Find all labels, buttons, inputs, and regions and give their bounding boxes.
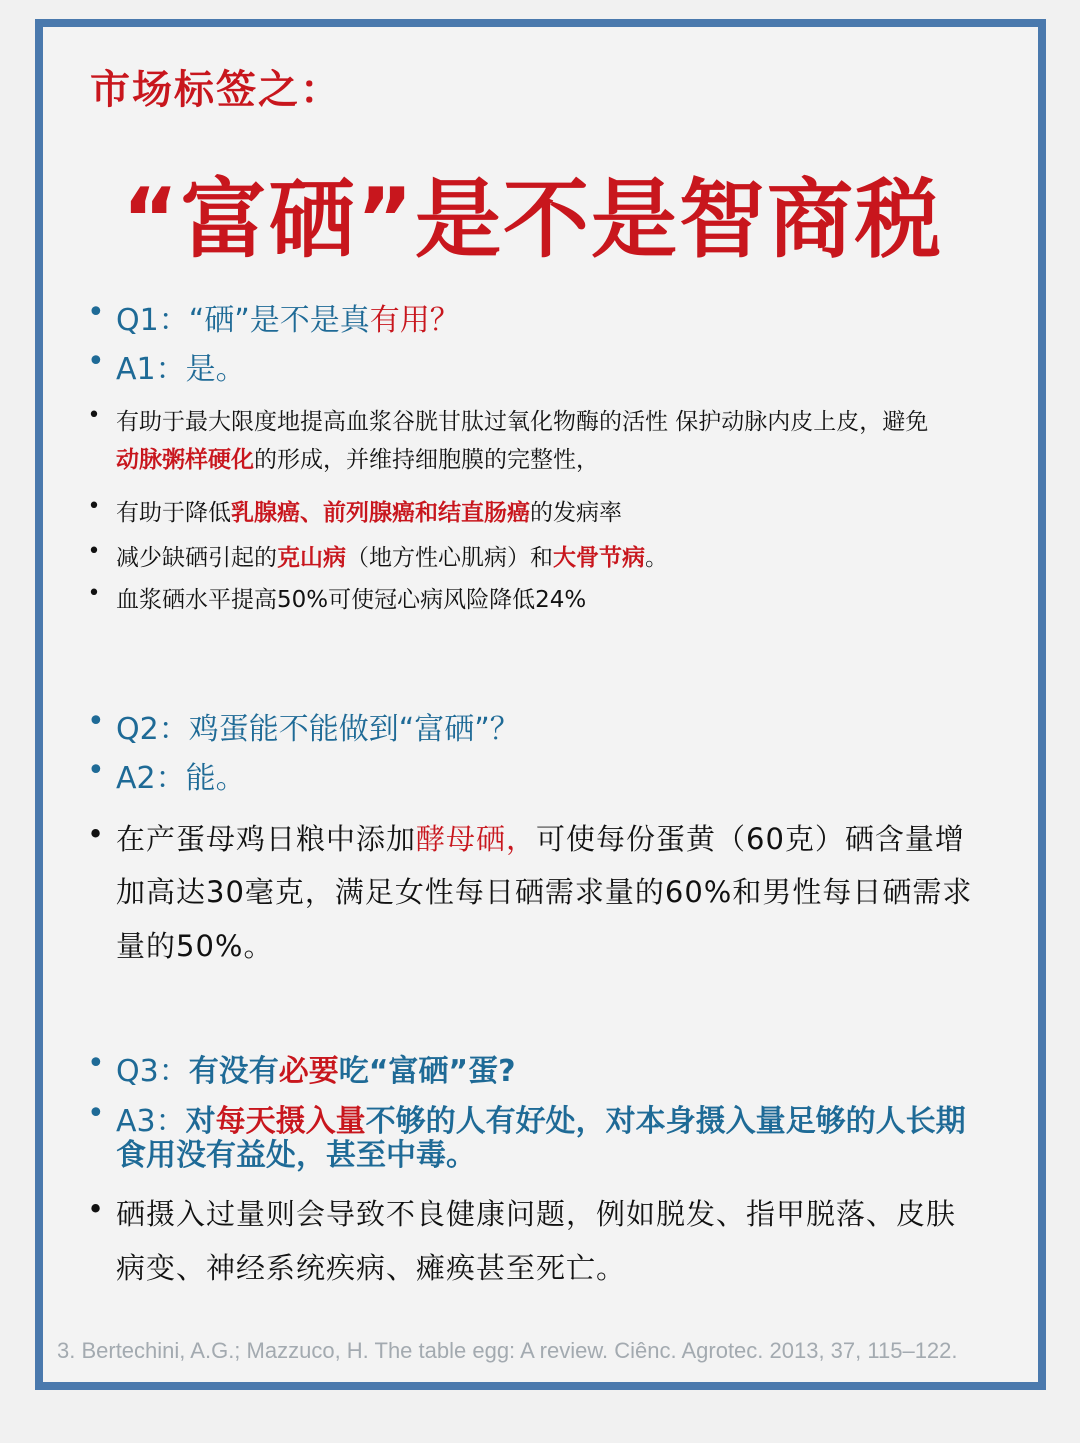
fact-2 [116, 494, 622, 527]
q3-text-start: 有没有 [188, 1054, 279, 1089]
egg-fact-line-3: 量的50%。 [116, 929, 274, 963]
risk-fact-line-1: 硒摄入过量则会导致不良健康问题，例如脱发、指甲脱落、皮肤 [116, 1197, 957, 1231]
q3-emphasis: 必要 [278, 1054, 339, 1089]
egg-fact-line-2: 加高达30毫克，满足女性每日硒需求量的60%和男性每日硒需求 [116, 875, 973, 909]
question-3 [116, 1046, 516, 1090]
bullet-a1: • [87, 344, 105, 379]
q1-emphasis: 有用？ [369, 303, 460, 338]
a3-text-rest: 不够的人有好处，对本身摄入量足够的人长期 [365, 1104, 966, 1139]
q2-label: Q2： [116, 712, 189, 747]
bullet-q3: • [87, 1046, 105, 1081]
question-1 [116, 295, 460, 339]
fact-3-end: 。 [645, 545, 668, 571]
a1-label: A1： [116, 352, 186, 387]
fact-3-emphasis-2: 大骨节病 [553, 545, 645, 571]
fact-1-line-2 [116, 441, 599, 474]
answer-1 [116, 344, 246, 388]
citation: 3. Bertechini, A.G.; Mazzuco, H. The table egg: A review. Ciênc. Agrotec. 2013, 37, 115–122. [57, 1338, 958, 1363]
q1-label: Q1： [116, 303, 189, 338]
fact-2-start: 有助于降低 [116, 500, 231, 526]
answer-2 [116, 753, 246, 797]
bullet-q2: • [87, 704, 105, 739]
answer-3-line-2: 食用没有益处，甚至中毒。 [116, 1138, 476, 1173]
bullet-fact-2: • [87, 494, 101, 519]
kicker-title: 市场标签之： [90, 67, 342, 113]
egg-fact-start: 在产蛋母鸡日粮中添加 [116, 822, 417, 856]
question-2 [116, 704, 520, 748]
q3-label: Q3： [116, 1054, 189, 1089]
fact-4: 血浆硒水平提高50%可使冠心病风险降低24% [116, 587, 587, 613]
bullet-a3: • [87, 1096, 105, 1131]
fact-3-emphasis-1: 克山病 [277, 545, 346, 571]
headline: “富硒”是不是智商税 [122, 170, 944, 270]
fact-3-start: 减少缺硒引起的 [116, 545, 277, 571]
q3-text-end: 吃“富硒”蛋? [338, 1054, 516, 1089]
fact-2-emphasis: 乳腺癌、前列腺癌和结直肠癌 [231, 500, 530, 526]
fact-1-line-1: 有助于最大限度地提高血浆谷胱甘肽过氧化物酶的活性 保护动脉内皮上皮，避免 [116, 409, 929, 435]
egg-fact-line-1 [116, 817, 965, 858]
a3-text-start: 对 [185, 1104, 216, 1139]
bullet-a2: • [87, 753, 105, 788]
q1-text: “硒”是不是真 [188, 303, 370, 338]
egg-fact-emphasis: 酵母硒， [416, 822, 537, 856]
a1-text: 是。 [185, 352, 246, 387]
a2-label: A2： [116, 761, 186, 796]
fact-3-middle: （地方性心肌病）和 [346, 545, 553, 571]
bullet-fact-4: • [87, 581, 101, 606]
fact-3 [116, 539, 668, 572]
fact-2-end: 的发病率 [530, 500, 622, 526]
a3-emphasis: 每天摄入量 [215, 1104, 366, 1139]
fact-1-emphasis: 动脉粥样硬化 [116, 447, 254, 473]
egg-fact-rest: 可使每份蛋黄（60克）硒含量增 [536, 822, 965, 856]
q2-text: 鸡蛋能不能做到“富硒”？ [188, 712, 520, 747]
a3-label: A3： [116, 1104, 186, 1139]
a2-text: 能。 [185, 761, 246, 796]
risk-fact-line-2: 病变、神经系统疾病、瘫痪甚至死亡。 [116, 1251, 627, 1285]
bullet-egg-fact: • [87, 817, 105, 851]
bullet-risk-fact: • [87, 1192, 105, 1226]
fact-1-rest: 的形成，并维持细胞膜的完整性， [254, 447, 599, 473]
bullet-fact-3: • [87, 539, 101, 564]
bullet-fact-1: • [87, 403, 101, 428]
bullet-q1: • [87, 295, 105, 330]
